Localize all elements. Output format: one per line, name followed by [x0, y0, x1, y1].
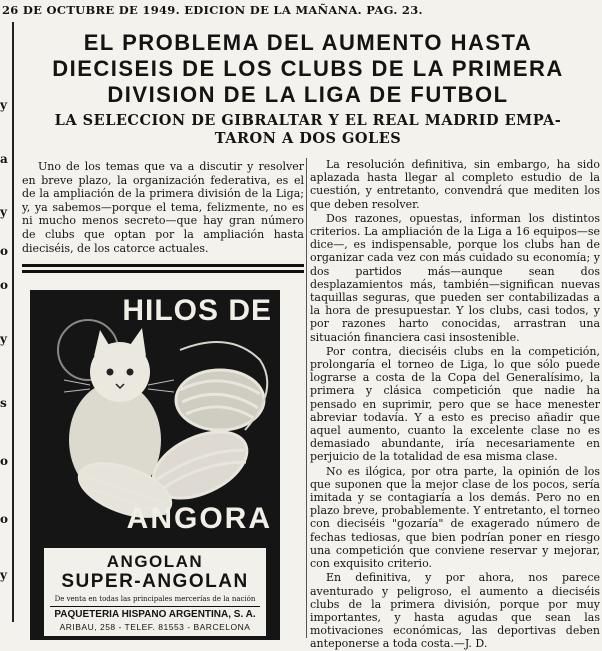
- ad-company: PAQUETERIA HISPANO ARGENTINA, S. A.: [50, 606, 260, 621]
- ad-product-2: SUPER-ANGOLAN: [61, 571, 249, 592]
- margin-letter: y: [0, 98, 7, 112]
- column-separator: [306, 158, 307, 638]
- subheadline-line-1: LA SELECCION DE GIBRALTAR Y EL REAL MADRID EMPA-: [54, 112, 562, 129]
- subheadline-line-2: TARON A DOS GOLES: [214, 130, 402, 147]
- article-paragraph: Dos razones, opuestas, informan los distintos criterios. La ampliación de la Liga a 16 equipos—se dice—, es indispensable, porque los clubs han de organizar cada vez con más cuidado su economía; y dos partidos más—aunque sean dos desplazamientos más, también—significan nuevas taquillas seguras, que pueden ser contabilizadas a la hora de presupuestar. Y los clubs, casi todos, y por razones harto conocidas, arrastran una situación financiera casi insostenible.: [310, 211, 600, 344]
- margin-letter: y: [0, 205, 7, 219]
- rule-line: [22, 264, 304, 267]
- margin-letter: s: [0, 396, 7, 410]
- page-header: 26 DE OCTUBRE DE 1949. EDICION DE LA MAÑANA. PAG. 23.: [2, 3, 423, 17]
- margin-letter: a: [0, 152, 8, 166]
- headline-line-3: DIVISION DE LA LIGA DE FUTBOL: [107, 82, 509, 107]
- headline-line-2: DIECISEIS DE LOS CLUBS DE LA PRIMERA: [52, 56, 564, 81]
- margin-letter: y: [0, 568, 7, 582]
- double-rule: [22, 264, 304, 276]
- ad-brand-bottom: ANGORA: [126, 502, 272, 535]
- article-column-left: [22, 160, 304, 255]
- margin-letter: y: [0, 332, 7, 346]
- subheadline: [16, 112, 600, 148]
- column-rule: [12, 22, 14, 622]
- margin-letter: o: [0, 278, 9, 292]
- headline: [16, 30, 600, 108]
- rule-line: [22, 270, 304, 273]
- margin-letter: o: [0, 512, 9, 526]
- article-paragraph: Por contra, dieciséis clubs en la competición, prolongaría el torneo de Liga, lo que sólo puede lograrse a costa de la Copa del Generalísimo, la primera y clásica competición que nadie ha pensado en suprimir, pero que se hace menester abreviar todavía. Y a esto es preciso añadir que aquel aumento, cuanto la excelente clase no es demasiado abundante, iría necesariamente en perjuicio de la totalidad de esa misma clase.: [310, 344, 600, 464]
- margin-letter: o: [0, 244, 9, 258]
- advertisement: [30, 290, 280, 640]
- ad-brand-top: HILOS DE: [122, 294, 272, 327]
- article-paragraph: En definitiva, y por ahora, nos parece aventurado y peligroso, el aumento a dieciséis clubs de la primera división, porque por muy importantes, y hasta agudas que sean las motivaciones económicas, las deportivas deben anteponerse a toda costa.—J. D.: [310, 571, 600, 651]
- adjacent-column-fragment: [0, 20, 12, 640]
- ad-address: ARIBAU, 258 - TELEF. 81553 - BARCELONA: [59, 622, 251, 632]
- article-paragraph: Uno de los temas que va a discutir y resolver en breve plazo, la organización federativa, es el de la ampliación de la primera división de la Liga; y, ya sabemos—porque el tema, felizmente, no es ni mucho menos secreto—que hay gran número de clubs que optan por la ampliación hasta dieciséis, de los catorce actuales.: [22, 160, 304, 255]
- ad-product-panel: [44, 548, 266, 636]
- margin-letter: o: [0, 454, 9, 468]
- ad-product-1: ANGOLAN: [106, 552, 204, 571]
- headline-line-1: EL PROBLEMA DEL AUMENTO HASTA: [83, 30, 533, 55]
- article-column-right: [310, 158, 600, 651]
- article-paragraph: La resolución definitiva, sin embargo, ha sido aplazada hasta llegar al completo estudio de la cuestión, y entretanto, convendrá que mediten los que deben resolver.: [310, 158, 600, 211]
- ad-tagline: De venta en todas las principales mercerías de la nación: [54, 595, 256, 603]
- article-paragraph: No es ilógica, por otra parte, la opinión de los que suponen que la mejor clase de los pocos, sería imitada y se contagiaría a los demás. Pero no en plazo breve, probablemente. Y entretanto, el torneo con dieciséis "gozaría" de exagerado número de fechas tediosas, que bien podrían poner en riesgo una competición que conviene reservar y mejorar, con exquisito criterio.: [310, 464, 600, 571]
